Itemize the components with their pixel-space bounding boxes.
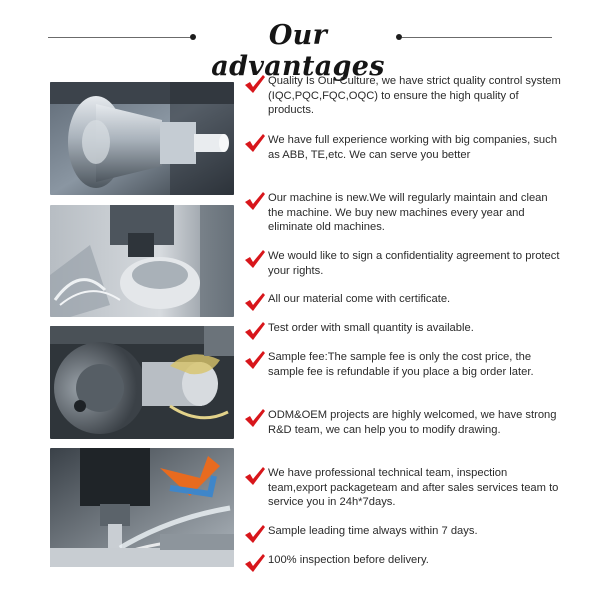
advantage-text: Our machine is new.We will regularly maintain and clean the machine. We buy new machines every year and eliminate old machines. [268,192,548,234]
red-check-icon [244,408,266,428]
advantage-text: We would like to sign a confidentiality agreement to protect your rights. [268,250,560,277]
advantage-text: Test order with small quantity is available. [268,322,474,334]
header-divider-left [48,37,190,38]
red-check-icon [244,553,266,573]
section-header [0,18,600,82]
header-divider-right [402,37,552,38]
lathe-turning-part-photo [50,205,234,317]
advantage-text: Sample fee:The sample fee is only the cost price, the sample fee is refundable if you place a big order later. [268,351,534,378]
chuck-machining-coolant-photo [50,326,234,439]
red-check-icon [244,133,266,153]
red-check-icon [244,466,266,486]
advantage-text: We have full experience working with big companies, such as ABB, TE,etc. We can serve you better [268,134,557,161]
red-check-icon [244,321,266,341]
advantage-text: Sample leading time always within 7 days. [268,525,478,537]
page-title: Our advantages [211,20,385,82]
red-check-icon [244,249,266,269]
cnc-spindle-tool-holder-photo [50,82,234,195]
header-dot-left [190,34,196,40]
mill-cutter-coolant-spray-photo [50,448,234,567]
advantage-text: ODM&OEM projects are highly welcomed, we have strong R&D team, we can help you to modify drawing. [268,409,557,436]
red-check-icon [244,191,266,211]
advantage-text: All our material come with certificate. [268,293,451,305]
red-check-icon [244,292,266,312]
red-check-icon [244,74,266,94]
advantage-text: 100% inspection before delivery. [268,554,429,566]
advantage-text: We have professional technical team, inspection team,export packageteam and after sales services team to service you in 24h*7days. [268,467,559,509]
red-check-icon [244,350,266,370]
advantage-text: Quality Is Our Culture, we have strict quality control system (IQC,PQC,FQC,OQC) to ensure the high quality of products. [268,75,561,117]
red-check-icon [244,524,266,544]
